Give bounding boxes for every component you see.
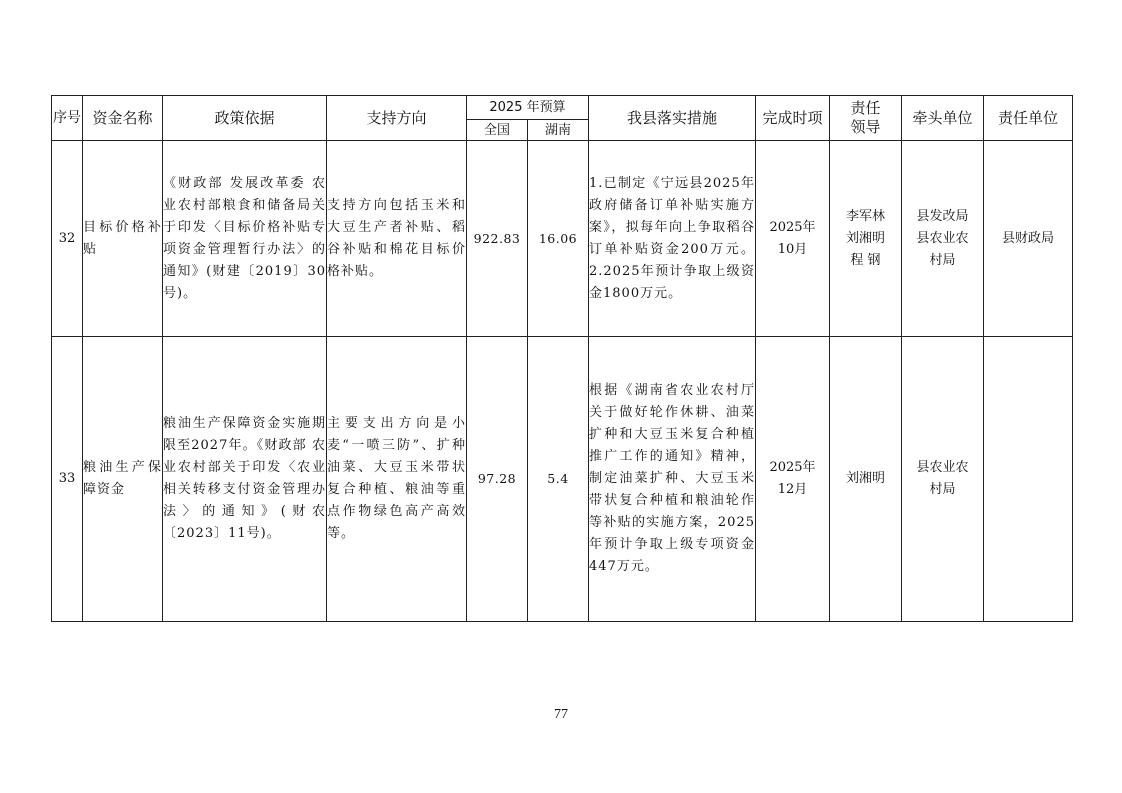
header-support-direction: 支持方向 <box>327 96 467 141</box>
row-fund-name: 目标价格补贴 <box>83 141 163 337</box>
header-hunan: 湖南 <box>528 120 589 141</box>
header-fund-name: 资金名称 <box>83 96 163 141</box>
row-responsible-unit: 县财政局 <box>984 141 1073 337</box>
row-responsible-leader: 李军林 刘湘明 程 钢 <box>830 141 902 337</box>
row-national-budget: 922.83 <box>467 141 528 337</box>
row-seq: 32 <box>52 141 83 337</box>
row-county-measures: 根据《湖南省农业农村厅关于做好轮作休耕、油菜扩种和大豆玉米复合种植推广工作的通知》精神，制定油菜扩种、大豆玉米带状复合种植和粮油轮作等补贴的实施方案，2025年预计争取上级专项资金447万元。 <box>589 337 756 622</box>
row-deadline: 2025年12月 <box>756 337 830 622</box>
header-policy-basis: 政策依据 <box>163 96 327 141</box>
header-county-measures: 我县落实措施 <box>589 96 756 141</box>
funds-table <box>51 95 1073 622</box>
table-row <box>52 337 1073 622</box>
header-national: 全国 <box>467 120 528 141</box>
table-row <box>52 141 1073 337</box>
header-responsible-leader: 责任领导 <box>830 96 902 141</box>
row-hunan-budget: 16.06 <box>528 141 589 337</box>
header-deadline: 完成时项 <box>756 96 830 141</box>
row-hunan-budget: 5.4 <box>528 337 589 622</box>
row-policy-basis: 《财政部 发展改革委 农业农村部粮食和储备局关于印发〈目标价格补贴专项资金管理暂行办法〉的通知》(财建〔2019〕30号)。 <box>163 141 327 337</box>
row-lead-unit: 县农业农村局 <box>902 337 984 622</box>
row-policy-basis: 粮油生产保障资金实施期限至2027年。《财政部 农业农村部关于印发〈农业相关转移支付资金管理办法〉的通知》(财农〔2023〕11号)。 <box>163 337 327 622</box>
header-responsible-unit: 责任单位 <box>984 96 1073 141</box>
header-seq: 序号 <box>52 96 83 141</box>
header-budget-2025: 2025 年预算 <box>467 96 589 120</box>
row-support-direction: 主要支出方向是小麦“一喷三防”、扩种油菜、大豆玉米带状复合种植、粮油等重点作物绿色高产高效等。 <box>327 337 467 622</box>
row-responsible-unit <box>984 337 1073 622</box>
row-county-measures: 1.已制定《宁远县2025年政府储备订单补贴实施方案》，拟每年向上争取稻谷订单补贴资金200万元。2.2025年预计争取上级资金1800万元。 <box>589 141 756 337</box>
row-support-direction: 支持方向包括玉米和大豆生产者补贴、稻谷补贴和棉花目标价格补贴。 <box>327 141 467 337</box>
row-national-budget: 97.28 <box>467 337 528 622</box>
row-deadline: 2025年10月 <box>756 141 830 337</box>
row-lead-unit: 县发改局 县农业农村局 <box>902 141 984 337</box>
page-number: 77 <box>554 707 568 722</box>
header-lead-unit: 牵头单位 <box>902 96 984 141</box>
row-responsible-leader: 刘湘明 <box>830 337 902 622</box>
row-fund-name: 粮油生产保障资金 <box>83 337 163 622</box>
row-seq: 33 <box>52 337 83 622</box>
